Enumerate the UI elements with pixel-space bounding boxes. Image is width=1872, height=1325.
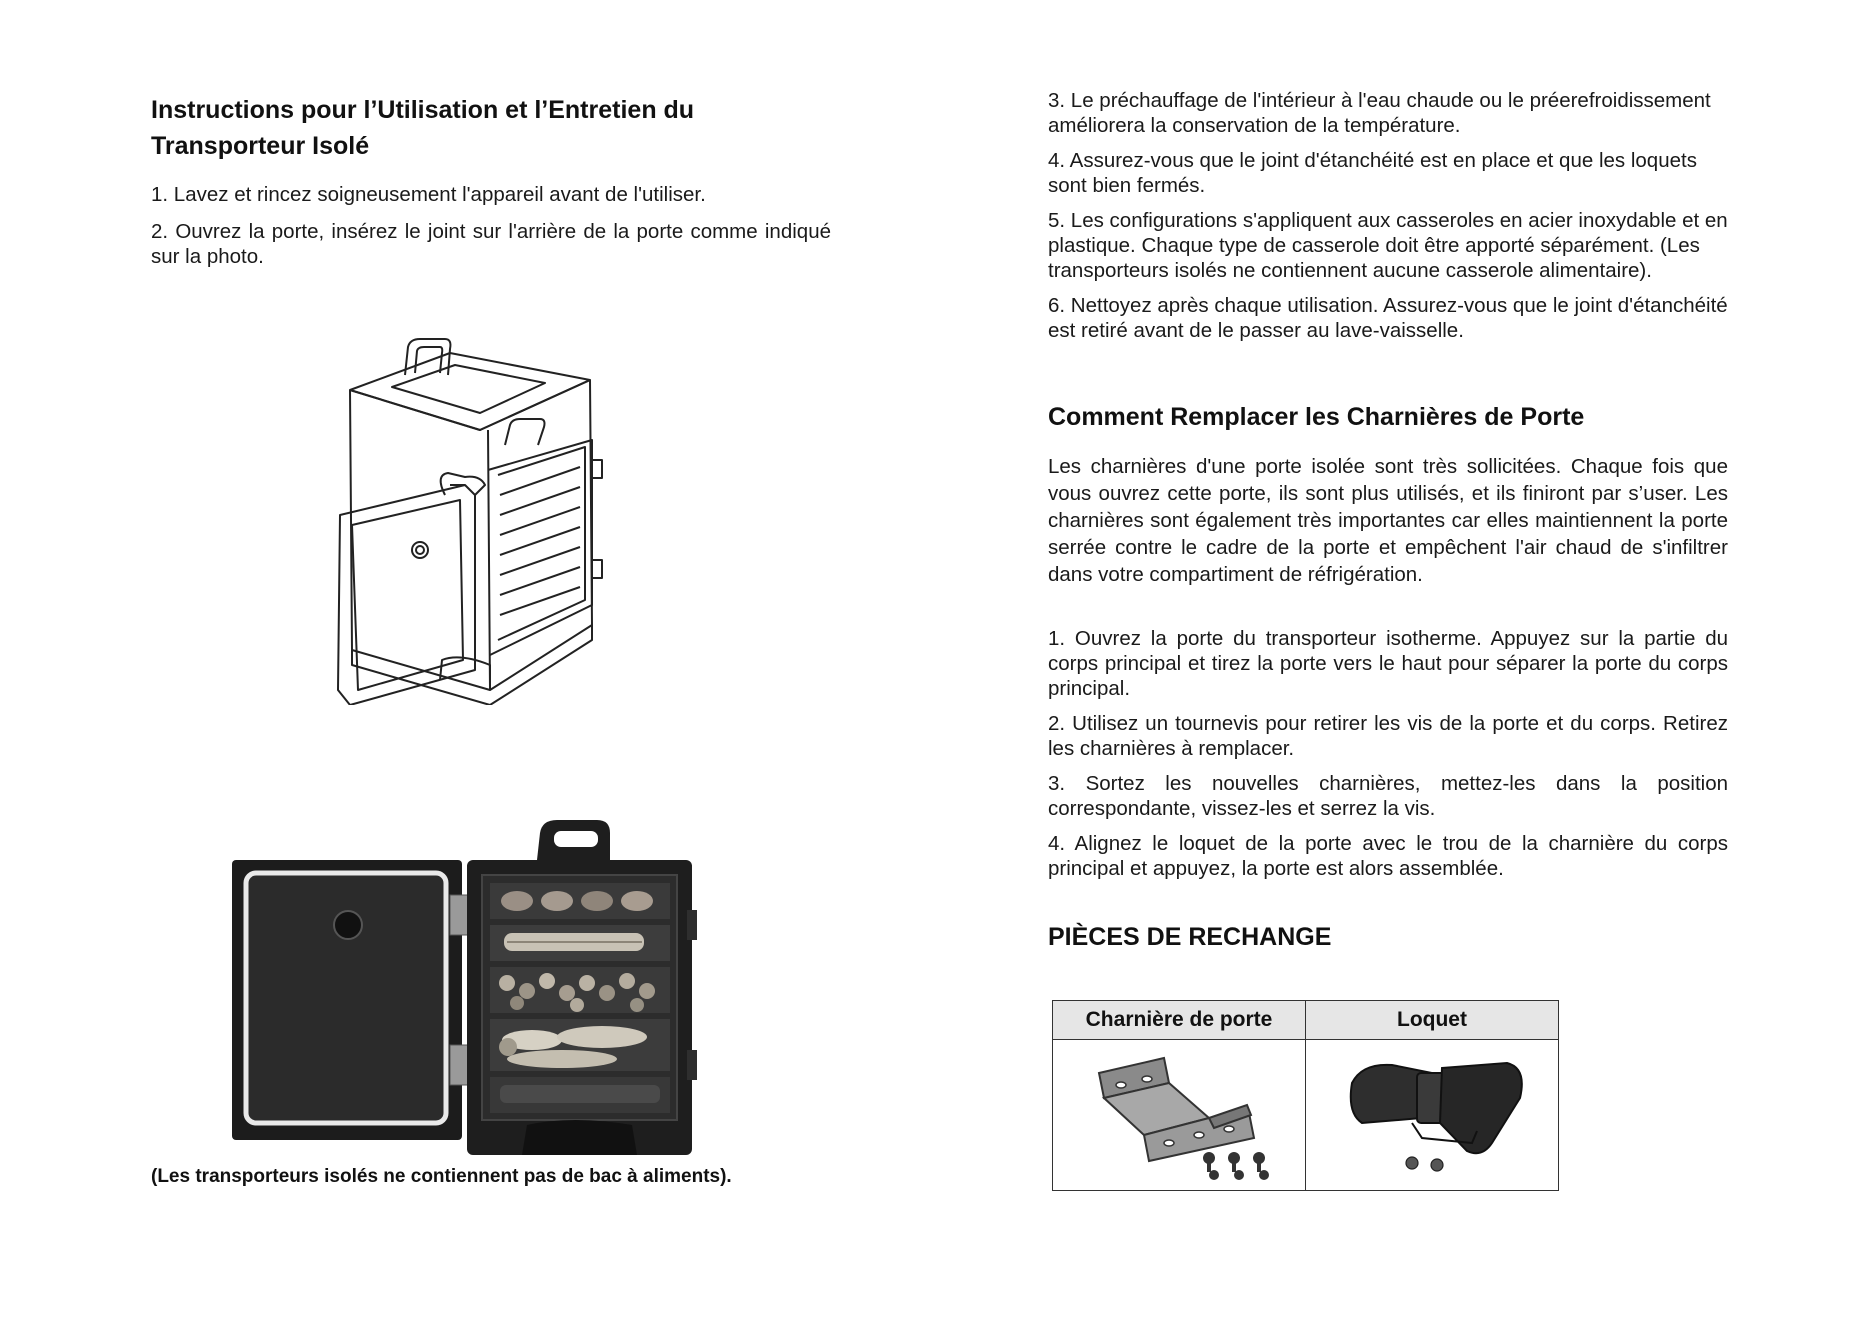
right-column — [1048, 88, 1728, 955]
hinge-part-cell — [1053, 1040, 1306, 1191]
header-latch: Loquet — [1306, 1001, 1559, 1040]
hinge-intro: Les charnières d'une porte isolée sont très sollicitées. Chaque fois que vous ouvrez cette porte, ils sont plus utilisés, et ils finiront par s’user. Les charnières sont également très importantes car elles maintiennent la porte serrée contre le cadre de la porte et empêchent l'air chaud de s'infiltrer dans votre compartiment de réfrigération. — [1048, 455, 1728, 586]
care-item-6: 6. Nettoyez après chaque utilisation. Assurez-vous que le joint d'étanchéité est retiré avant de le passer au lave-vaisselle. — [1048, 294, 1728, 342]
hinge-step-4: 4. Alignez le loquet de la porte avec le trou de la charnière du corps principal et appuyez, la porte est alors assemblée. — [1048, 832, 1728, 880]
step-1: 1. Lavez et rincez soigneusement l'appareil avant de l'utiliser. — [151, 183, 706, 206]
hinge-part-image — [1069, 1043, 1289, 1183]
hinge-step-1: 1. Ouvrez la porte du transporteur isotherme. Appuyez sur la partie du corps principal et tirez la porte vers le haut pour séparer la porte du corps principal. — [1048, 627, 1728, 700]
step-2: 2. Ouvrez la porte, insérez le joint sur l'arrière de la porte comme indiqué sur la photo. — [151, 220, 831, 268]
instructions-title-line1: Instructions pour l’Utilisation et l’Entretien du — [151, 96, 695, 124]
hinge-step-2: 2. Utilisez un tournevis pour retirer les vis de la porte et du corps. Retirez les charnières à remplacer. — [1048, 712, 1728, 760]
care-item-4: 4. Assurez-vous que le joint d'étanchéité est en place et que les loquets sont bien fermés. — [1048, 149, 1697, 197]
hinge-section-title: Comment Remplacer les Charnières de Porte — [1048, 403, 1585, 431]
table-row — [1053, 1040, 1559, 1191]
transporter-line-drawing — [330, 335, 630, 705]
transporter-photo — [232, 815, 702, 1155]
header-hinge: Charnière de porte — [1053, 1001, 1306, 1040]
spare-parts-table — [1052, 1000, 1559, 1191]
latch-part-image — [1322, 1043, 1542, 1183]
care-item-5: 5. Les configurations s'appliquent aux casseroles en acier inoxydable et en plastique. Chaque type de casserole doit être apporté séparément. (Les transporteurs isolés ne contiennent aucune casserole alimentaire). — [1048, 209, 1728, 282]
photo-caption: (Les transporteurs isolés ne contiennent pas de bac à aliments). — [151, 1166, 732, 1187]
left-column — [151, 92, 831, 269]
table-header-row — [1053, 1001, 1559, 1040]
hinge-step-3: 3. Sortez les nouvelles charnières, mettez-les dans la position correspondante, vissez-les et serrez la vis. — [1048, 772, 1728, 820]
instructions-title-line2: Transporteur Isolé — [151, 132, 370, 160]
latch-part-cell — [1306, 1040, 1559, 1191]
parts-title: PIÈCES DE RECHANGE — [1048, 923, 1332, 951]
care-item-3: 3. Le préchauffage de l'intérieur à l'eau chaude ou le préerefroidissement améliorera la conservation de la température. — [1048, 89, 1711, 137]
